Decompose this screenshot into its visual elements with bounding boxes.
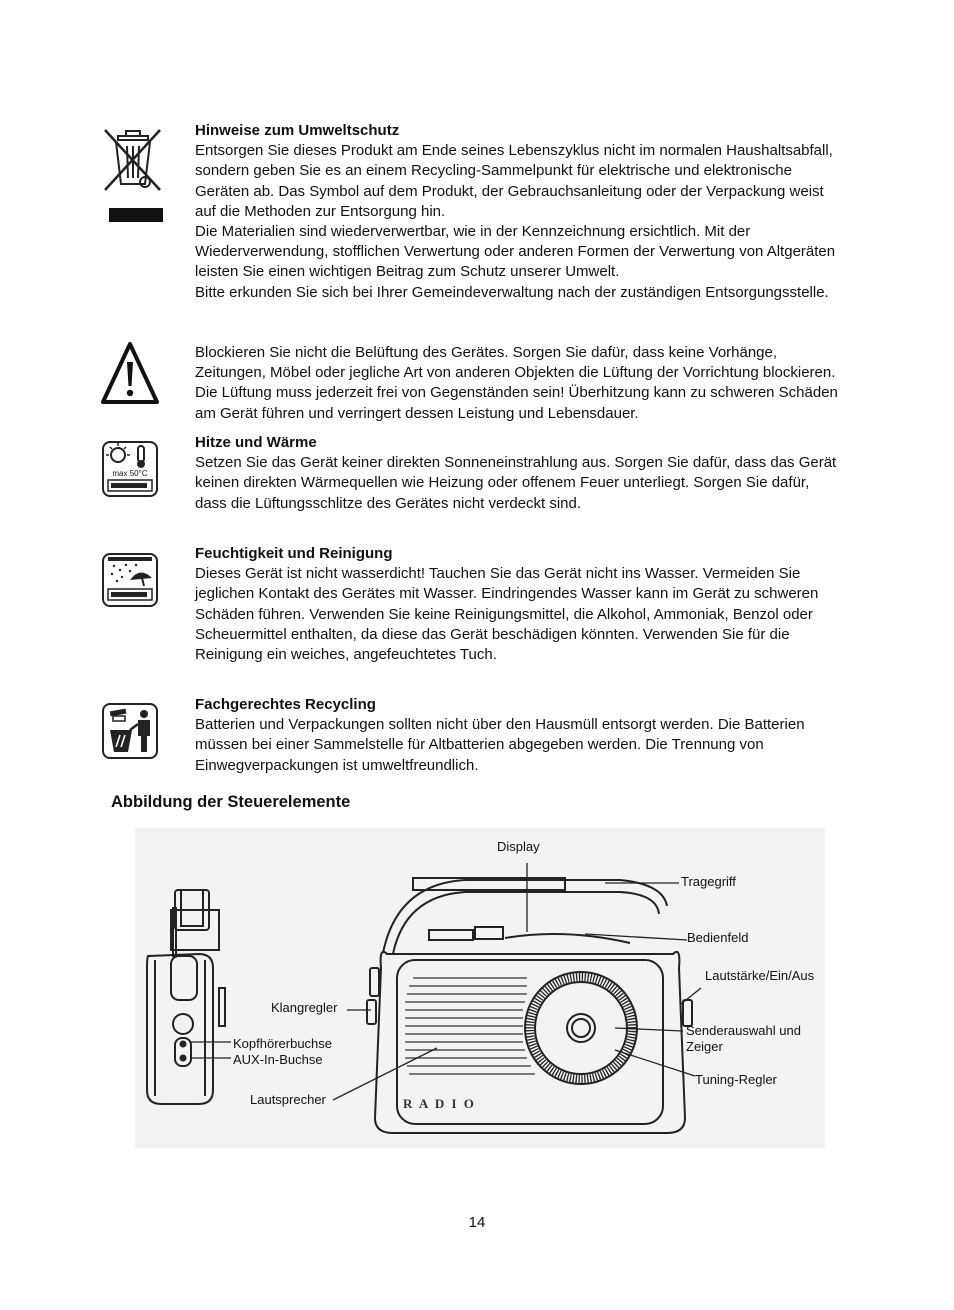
- label-tragegriff: Tragegriff: [681, 874, 736, 889]
- recycling-bin-person-icon: [100, 702, 164, 760]
- section-heading: Hitze und Wärme: [195, 434, 317, 451]
- belueftung-section: [195, 343, 845, 424]
- label-lautstaerke: Lautstärke/Ein/Aus: [705, 968, 815, 983]
- paragraph: Bitte erkunden Sie sich bei Ihrer Gemeindeverwaltung nach der zuständigen Entsorgungsstelle.: [195, 283, 829, 301]
- paragraph: Setzen Sie das Gerät keiner direkten Sonneneinstrahlung aus. Sorgen Sie dafür, dass das Gerät keinen direkten Wärmequellen wie Heizung oder offenem Feuer unterliegt. Sorgen Sie dafür, dass die Lüftungsschlitze des Gerätes nicht verdeckt sind.: [195, 454, 837, 512]
- moisture-umbrella-icon: [100, 552, 164, 608]
- label-tuning-regler: Tuning-Regler: [695, 1072, 777, 1087]
- recycling-section: [195, 695, 845, 776]
- paragraph: Blockieren Sie nicht die Belüftung des Gerätes. Sorgen Sie dafür, dass keine Vorhänge, Zeitungen, Möbel oder jegliche Art von anderen Objekten die Lüftung der Vorrichtung blockieren. Die Lüftung muss jederzeit frei von Gegenständen sein! Überhitzung kann zu schweren Schäden am Gerät führen und verringert dessen Leistung und Lebensdauer.: [195, 344, 838, 422]
- section-heading: Fachgerechtes Recycling: [195, 696, 376, 713]
- page-number: 14: [468, 1214, 486, 1231]
- radio-brand-label: R A D I O: [403, 1096, 476, 1111]
- label-klangregler: Klangregler: [271, 1000, 338, 1015]
- section-heading: Hinweise zum Umweltschutz: [195, 122, 400, 139]
- max-temperature-label: max 50°C: [112, 469, 148, 478]
- label-senderauswahl: Senderauswahl und: [686, 1023, 801, 1038]
- label-bedienfeld: Bedienfeld: [687, 930, 749, 945]
- feuchtigkeit-section: [195, 544, 845, 665]
- hitze-section: [195, 433, 845, 514]
- figure-title: Abbildung der Steuerelemente: [111, 793, 351, 811]
- paragraph: Dieses Gerät ist nicht wasserdicht! Tauchen Sie das Gerät nicht ins Wasser. Vermeiden Sie jeglichen Kontakt des Gerätes mit Wasser. Eindringendes Wasser kann im Gerät zu schweren Schäden führen. Verwenden Sie keine Reinigungsmittel, die Alkohol, Ammoniak, Benzol oder Scheuermittel enthalten, da diese das Gerät beschädigen könnten. Verwenden Sie für die Reinigung ein weiches, angefeuchtetes Tuch.: [195, 565, 819, 664]
- paragraph: Batterien und Verpackungen sollten nicht über den Hausmüll entsorgt werden. Die Batterien müssen bei einer Sammelstelle für Altbatterien abgegeben werden. Die Trennung von Einwegverpackungen ist umweltfreundlich.: [195, 716, 805, 774]
- max-temperature-icon: [100, 440, 164, 498]
- control-elements-figure: [135, 828, 825, 1148]
- section-heading: Feuchtigkeit und Reinigung: [195, 545, 393, 562]
- label-aux-in-buchse: AUX-In-Buchse: [233, 1052, 323, 1067]
- label-display: Display: [497, 839, 540, 854]
- warning-triangle-icon: [100, 340, 164, 406]
- paragraph: Entsorgen Sie dieses Produkt am Ende seines Lebenszyklus nicht im normalen Haushaltsabfall, sondern geben Sie es an einem Recycling-Sammelpunkt für elektrische und elektronische Geräten ab. Das Symbol auf dem Produkt, der Gebrauchsanleitung oder der Verpackung weist auf die Methoden zur Entsorgung hin.: [195, 142, 833, 220]
- paragraph: Die Materialien sind wiederverwertbar, wie in der Kennzeichnung ersichtlich. Mit der Wiederverwendung, stofflichen Verwertung oder anderen Formen der Verwertung von Altgeräten leisten Sie einen wichtigen Beitrag zum Schutz unserer Umwelt.: [195, 223, 836, 281]
- weee-crossed-bin-icon: [100, 122, 164, 226]
- label-kopfhoererbuchse: Kopfhörerbuchse: [233, 1036, 333, 1051]
- label-zeiger: Zeiger: [686, 1039, 723, 1054]
- umweltschutz-section: [195, 121, 845, 303]
- label-lautsprecher: Lautsprecher: [250, 1092, 326, 1107]
